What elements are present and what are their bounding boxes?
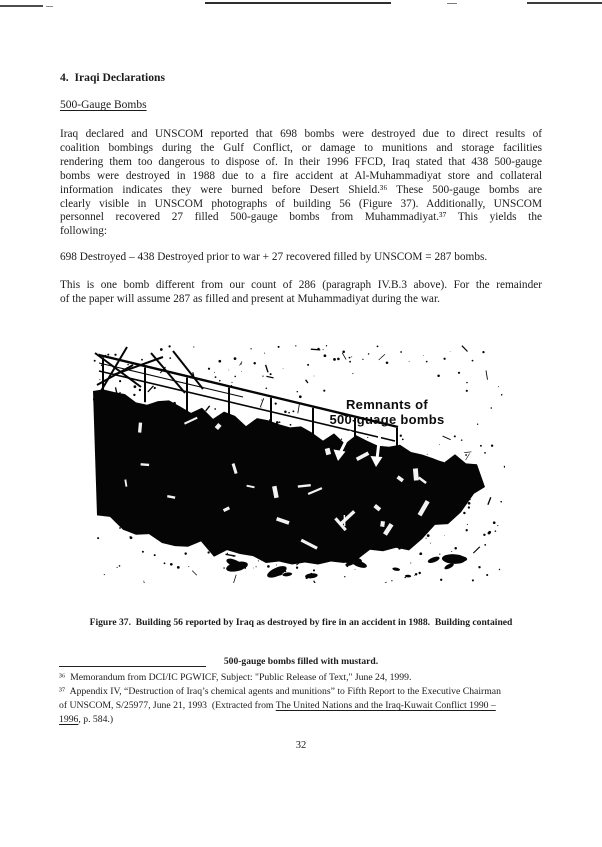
footnote-37-book-title: The United Nations and the Iraq-Kuwait Conflict 1990 – [275,700,496,711]
scan-artifact [527,2,602,4]
bomb-count-equation: 698 Destroyed – 438 Destroyed prior to war + 27 recovered filled by UNSCOM = 287 bombs. [60,251,488,263]
scan-artifact [447,3,457,4]
figure-caption-line1: Figure 37. Building 56 reported by Iraq as destroyed by fire in an accident in 1988. Building contained [89,617,513,628]
body-line: bombs were destroyed in 1988 due to a fire accident at Al-Muhammadiyat store and collateral [60,169,542,182]
scan-artifact [205,2,391,4]
section-heading: 4. Iraqi Declarations [60,71,165,84]
footnote-37-text: , p. 584.) [78,714,114,725]
body-line: information indicates they were burned before Desert Shield.³⁶ These 500-gauge bombs are [60,183,542,196]
footnote-37-text: of UNSCOM, S/25977, June 21, 1993 (Extracted from [59,700,276,711]
photo-rubble-art [93,345,505,583]
body-line: personnel recovered 27 filled 500-gauge bombs from Muhammadiyat.³⁷ This yields the [60,211,542,224]
page-number: 32 [295,740,307,751]
paragraph-declarations [60,128,542,239]
footnote-37-line3 [59,713,545,727]
footnote-37-book-title: 1996 [59,714,79,725]
figure-caption-line2: 500-gauge bombs filled with mustard. [223,656,379,667]
footnote-36: ³⁶ Memorandum from DCI/IC PGWICF, Subject: "Public Release of Text," June 24, 1999. [59,672,412,683]
figure-37 [93,345,505,583]
body-line: following: [60,225,108,238]
footnote-separator [59,666,206,667]
photo-annotation-line2: 500-guage bombs [329,412,445,427]
scan-artifact [46,6,53,7]
scan-artifact [0,5,43,7]
photo-building-56-rubble [93,345,505,583]
footnote-37-line1: ³⁷ Appendix IV, “Destruction of Iraq’s chemical agents and munitions” to Fifth Report to the Executive Chairman [59,686,501,697]
body-line: Iraq declared and UNSCOM reported that 698 bombs were destroyed due to direct results of [60,128,542,140]
body-line: This is one bomb different from our count of 286 (paragraph IV.B.3 above). For the remainder [60,279,542,291]
body-line: clearly visible in UNSCOM photographs of building 56 (Figure 37). Additionally, UNSCOM [60,197,542,210]
body-line: rendering them too dangerous to dispose of. In their 1996 FFCD, Iraq stated that 438 500-gauge [60,155,542,168]
paragraph-count-note [60,279,542,307]
body-line: coalition bombings during the Gulf Conflict, or damage to munitions and storage facilities [60,141,542,154]
subsection-heading: 500-Gauge Bombs [60,99,147,111]
footnotes [59,671,545,727]
body-line: of the paper will assume 287 as filled and present at Muhammadiyat during the war. [60,292,440,305]
footnote-37-line2 [59,699,545,713]
photo-annotation-line1: Remnants of [345,397,429,412]
